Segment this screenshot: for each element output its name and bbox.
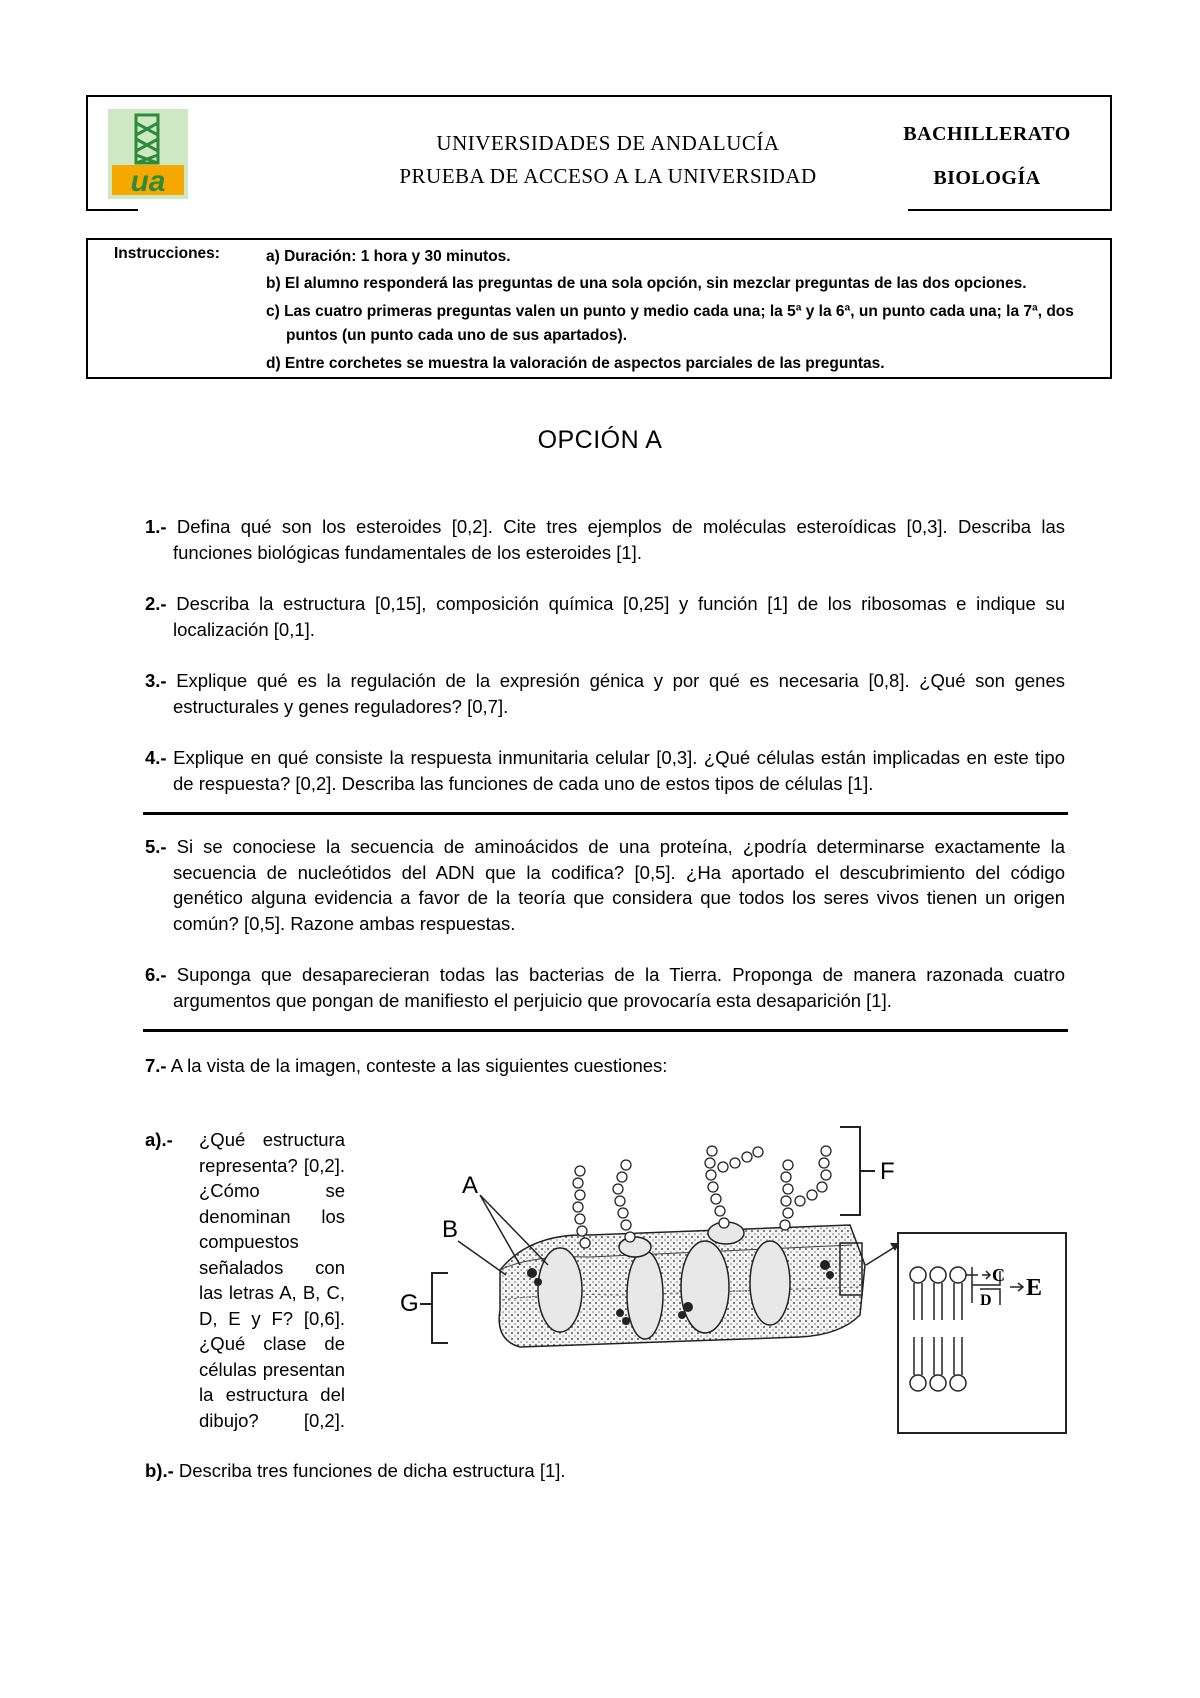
question-number: 5.-	[145, 836, 167, 857]
section-divider	[143, 812, 1068, 815]
level-label: BACHILLERATO	[903, 123, 1071, 145]
question-text: Defina qué son los esteroides [0,2]. Cite tres ejemplos de moléculas esteroídicas [0,3]. Describa las funciones biológicas fundamentales de los esteroides [1].	[166, 516, 1065, 563]
question-number: 7.-	[145, 1055, 167, 1076]
pointer-b	[458, 1241, 506, 1275]
university-name: UNIVERSIDADES DE ANDALUCÍA	[436, 131, 780, 155]
subject-label: BIOLOGÍA	[933, 167, 1041, 189]
label-f: F	[880, 1158, 895, 1185]
question-7	[145, 1053, 1065, 1079]
label-c: C	[992, 1265, 1005, 1285]
bracket-g	[420, 1273, 448, 1343]
question-number: 3.-	[145, 670, 167, 691]
pointer-a	[480, 1195, 548, 1265]
cell-membrane-diagram	[400, 1115, 1070, 1435]
subquestion-label: a).-	[145, 1129, 173, 1150]
bilayer-inset	[898, 1233, 1066, 1433]
question-number: 4.-	[145, 747, 167, 768]
question-text: A la vista de la imagen, conteste a las siguientes cuestiones:	[166, 1055, 668, 1076]
question-3	[145, 668, 1065, 719]
question-number: 6.-	[145, 964, 167, 985]
header-bottom-gap	[138, 208, 908, 212]
subquestion-text: Describa tres funciones de dicha estructura [1].	[173, 1460, 566, 1481]
instruction-item: c) Las cuatro primeras preguntas valen un punto y medio cada una; la 5ª y la 6ª, un punto cada una; la 7ª, dos puntos (un punto cada uno de sus apartados).	[266, 303, 1074, 344]
question-text: Describa la estructura [0,15], composición química [0,25] y función [1] de los ribosomas e indique su localización [0,1].	[166, 593, 1065, 640]
question-6	[145, 962, 1065, 1013]
chain-center	[705, 1146, 763, 1228]
label-d: D	[980, 1292, 992, 1309]
question-7b	[145, 1460, 566, 1482]
question-2	[145, 591, 1065, 642]
bracket-f	[840, 1127, 875, 1215]
question-text: Explique en qué consiste la respuesta inmunitaria celular [0,3]. ¿Qué células están implicadas en este tipo de respuesta? [0,2]. Describa las funciones de cada uno de estos tipos de células [1].	[166, 747, 1065, 794]
instructions-box	[86, 238, 1112, 379]
instructions-label: Instrucciones:	[114, 245, 220, 262]
instruction-item: d) Entre corchetes se muestra la valoración de aspectos parciales de las preguntas.	[266, 355, 885, 372]
option-title: OPCIÓN A	[537, 426, 663, 454]
question-number: 2.-	[145, 593, 167, 614]
label-b: B	[442, 1216, 459, 1243]
section-divider	[143, 1029, 1068, 1032]
label-e: E	[1026, 1275, 1043, 1301]
chain-left-2	[613, 1160, 635, 1242]
instruction-item: b) El alumno responderá las preguntas de una sola opción, sin mezclar preguntas de las dos opciones.	[266, 275, 1027, 292]
subquestion-text: ¿Qué estructura representa? [0,2]. ¿Cómo se denominan los compuestos señalados con las letras A, B, C, D, E y F? [0,6]. ¿Qué clase de células presentan la estructura del dibujo? [0,2].	[199, 1129, 345, 1431]
logo-letters: ua	[130, 165, 166, 198]
question-text: Explique qué es la regulación de la expresión génica y por qué es necesaria [0,8]. ¿Qué son genes estructurales y genes reguladores? [0,7].	[166, 670, 1065, 717]
question-text: Suponga que desaparecieran todas las bacterias de la Tierra. Proponga de manera razonada cuatro argumentos que pongan de manifiesto el perjuicio que provocaría esta desaparición [1].	[166, 964, 1065, 1011]
exam-name: PRUEBA DE ACCESO A LA UNIVERSIDAD	[399, 164, 817, 188]
question-number: 1.-	[145, 516, 167, 537]
subquestion-label: b).-	[145, 1460, 174, 1481]
chain-right	[780, 1146, 831, 1230]
exam-header	[86, 95, 1112, 211]
question-text: Si se conociese la secuencia de aminoácidos de una proteína, ¿podría determinarse exactamente la secuencia de nucleótidos del ADN que la codifica? [0,5]. ¿Ha aportado el descubrimiento del código genético alguna evidencia a favor de la teoría que considera que todos los seres vivos tienen un origen común? [0,5]. Razone ambas respuestas.	[166, 836, 1065, 934]
question-4	[145, 745, 1065, 796]
question-5	[145, 834, 1065, 936]
label-a: A	[462, 1172, 479, 1199]
question-1	[145, 514, 1065, 565]
university-logo	[108, 109, 188, 199]
instruction-item: a) Duración: 1 hora y 30 minutos.	[266, 248, 511, 265]
label-g: G	[400, 1290, 419, 1317]
